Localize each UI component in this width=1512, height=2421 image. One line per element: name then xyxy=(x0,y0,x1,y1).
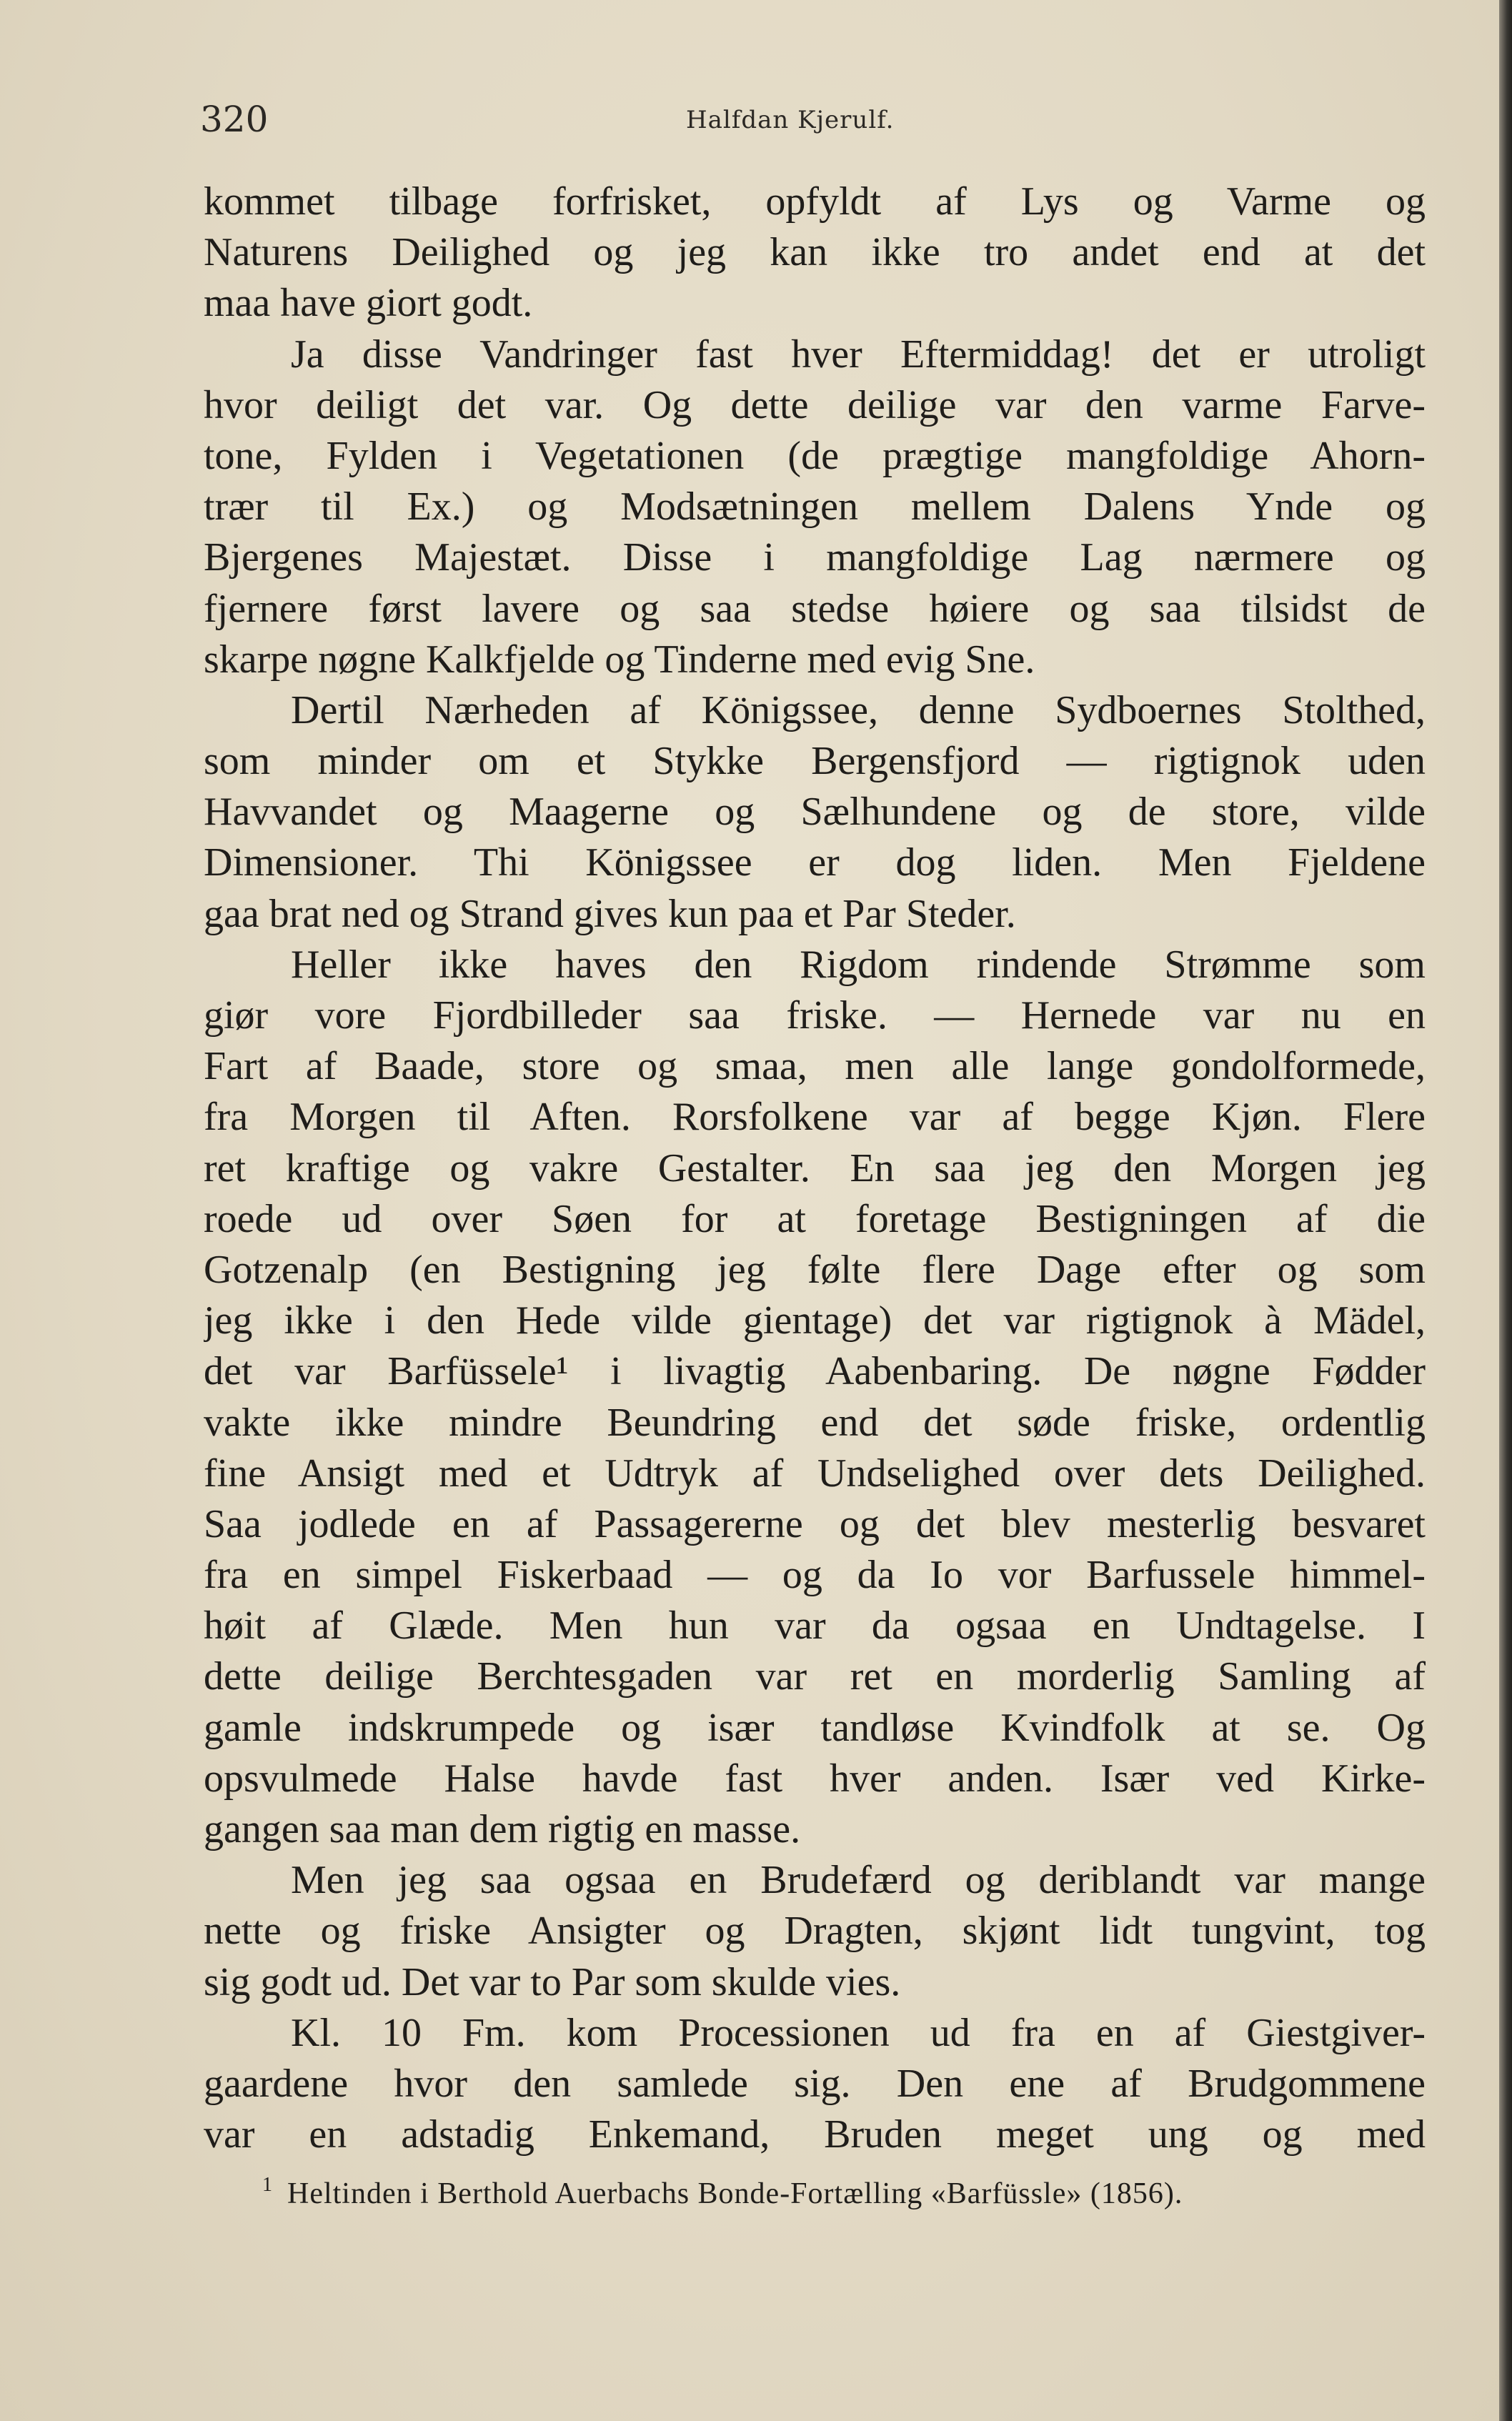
text-line: Dertil Nærheden af Königssee, denne Sydboernes Stolthed, xyxy=(291,687,1426,732)
text-line: vakte ikke mindre Beundring end det søde friske, ordentlig xyxy=(204,1400,1426,1445)
text-line: hvor deiligt det var. Og dette deilige var den varme Farve- xyxy=(204,382,1426,427)
footnote xyxy=(262,2172,1183,2215)
text-line: dette deilige Berchtesgaden var ret en morderlig Samling af xyxy=(204,1654,1426,1699)
text-line: trær til Ex.) og Modsætningen mellem Dalens Ynde og xyxy=(204,484,1426,530)
text-line: var en adstadig Enkemand, Bruden meget ung og med xyxy=(204,2112,1426,2157)
body-text xyxy=(204,177,1426,2160)
text-line: kommet tilbage forfrisket, opfyldt af Lys og Varme og xyxy=(204,179,1426,224)
text-line: sig godt ud. Det var to Par som skulde vies. xyxy=(204,1959,901,2004)
text-line: som minder om et Stykke Bergensfjord — rigtignok uden xyxy=(204,739,1426,784)
text-line: gaa brat ned og Strand gives kun paa et Par Steder. xyxy=(204,891,1016,936)
text-line: gangen saa man dem rigtig en masse. xyxy=(204,1807,801,1851)
text-line: Kl. 10 Fm. kom Processionen ud fra en af Giestgiver- xyxy=(291,2010,1426,2055)
text-line: Bjergenes Majestæt. Disse i mangfoldige Lag nærmere og xyxy=(204,535,1426,580)
text-line: giør vore Fjordbilleder saa friske. — Hernede var nu en xyxy=(204,993,1426,1038)
text-line: fra en simpel Fiskerbaad — og da Io vor Barfussele himmel- xyxy=(204,1553,1426,1598)
text-line: nette og friske Ansigter og Dragten, skjønt lidt tungvint, tog xyxy=(204,1909,1426,1954)
text-line: Naturens Deilighed og jeg kan ikke tro andet end at det xyxy=(204,230,1426,275)
text-line: Gotzenalp (en Bestigning jeg følte flere Dage efter og som xyxy=(204,1247,1426,1292)
text-line: fjernere først lavere og saa stedse høiere og saa tilsidst de xyxy=(204,586,1426,631)
text-line: tone, Fylden i Vegetationen (de prægtige mangfoldige Ahorn- xyxy=(204,433,1426,478)
text-line: Heller ikke haves den Rigdom rindende Strømme som xyxy=(291,942,1426,987)
text-line: Havvandet og Maagerne og Sælhundene og de store, vilde xyxy=(204,790,1426,835)
text-line: det var Barfüssele¹ i livagtig Aabenbaring. De nøgne Fødder xyxy=(204,1349,1426,1394)
running-head xyxy=(200,94,1429,144)
page-number: 320 xyxy=(200,99,269,140)
text-line: Dimensioner. Thi Königssee er dog liden. Men Fjeldene xyxy=(204,840,1426,885)
running-title: Halfdan Kjerulf. xyxy=(686,106,895,134)
text-line: opsvulmede Halse havde fast hver anden. Især ved Kirke- xyxy=(204,1756,1426,1801)
page-edge xyxy=(1499,0,1512,2421)
text-line: Saa jodlede en af Passagererne og det blev mesterlig besvaret xyxy=(204,1501,1426,1546)
text-line: roede ud over Søen for at foretage Bestigningen af die xyxy=(204,1196,1426,1241)
text-line: Fart af Baade, store og smaa, men alle lange gondolformede, xyxy=(204,1044,1426,1089)
text-line: maa have giort godt. xyxy=(204,281,533,326)
footnote-text: Heltinden i Berthold Auerbachs Bonde-Fortælling «Barfüssle» (1856). xyxy=(287,2177,1183,2210)
text-line: gaardene hvor den samlede sig. Den ene af Brudgommene xyxy=(204,2061,1426,2106)
text-line: jeg ikke i den Hede vilde gientage) det var rigtignok à Mädel, xyxy=(204,1298,1426,1343)
text-line: Ja disse Vandringer fast hver Eftermiddag! det er utroligt xyxy=(291,332,1426,377)
text-line: fine Ansigt med et Udtryk af Undselighed over dets Deilighed. xyxy=(204,1451,1426,1496)
text-line: Men jeg saa ogsaa en Brudefærd og deriblandt var mange xyxy=(291,1858,1426,1903)
text-line: høit af Glæde. Men hun var da ogsaa en Undtagelse. I xyxy=(204,1604,1426,1649)
text-line: fra Morgen til Aften. Rorsfolkene var af begge Kjøn. Flere xyxy=(204,1095,1426,1140)
text-line: gamle indskrumpede og især tandløse Kvindfolk at se. Og xyxy=(204,1705,1426,1750)
text-line: ret kraftige og vakre Gestalter. En saa jeg den Morgen jeg xyxy=(204,1145,1426,1190)
text-line: skarpe nøgne Kalkfjelde og Tinderne med evig Sne. xyxy=(204,637,1035,682)
footnote-marker: 1 xyxy=(262,2174,273,2196)
